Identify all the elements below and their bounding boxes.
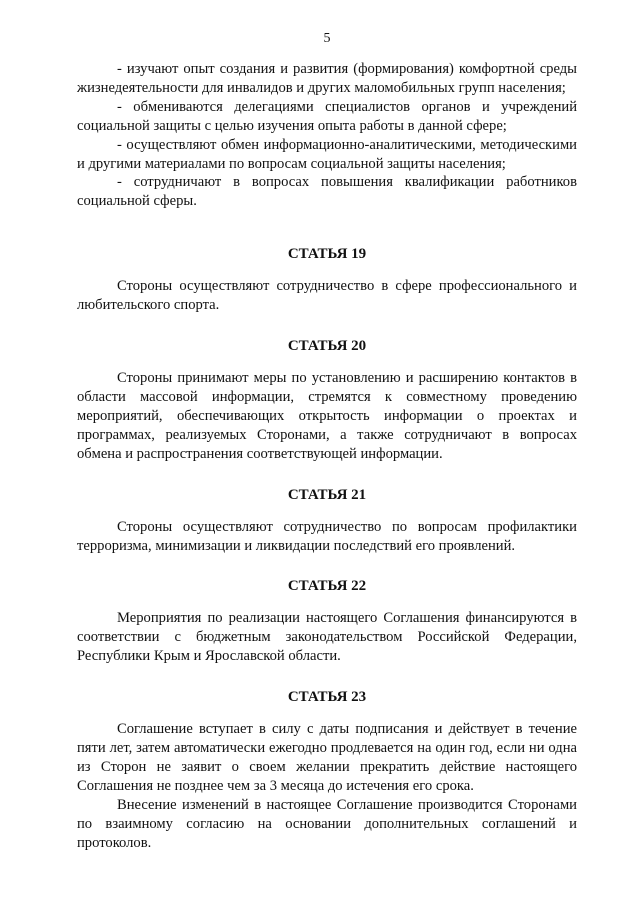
list-item: - обмениваются делегациями специалистов органов и учреждений социальной защиты с целью изучения опыта работы в данной сфере; (77, 98, 577, 134)
article-heading: СТАТЬЯ 21 (287, 486, 367, 503)
list-block (77, 60, 577, 211)
article-20 (77, 337, 577, 464)
page-number: 5 (323, 31, 331, 46)
article-paragraph: Внесение изменений в настоящее Соглашение производится Сторонами по взаимному согласию на основании дополнительных соглашений и протоколов. (77, 796, 577, 851)
article-19 (77, 245, 577, 315)
article-heading: СТАТЬЯ 19 (287, 246, 367, 263)
list-item: - осуществляют обмен информационно-аналитическими, методическими и другими материалами по вопросам социальной защиты населения; (77, 136, 577, 172)
article-21 (77, 486, 577, 556)
article-22 (77, 577, 577, 666)
list-item: - сотрудничают в вопросах повышения квалификации работников социальной сферы. (77, 174, 577, 210)
article-23 (77, 688, 577, 852)
article-paragraph: Стороны принимают меры по установлению и расширению контактов в области массовой информации, стремятся к совместному проведению мероприятий, обеспечивающих открытость информации о проектах и программах, реализуемых Сторонами, а также сотрудничают в вопросах обмена и распространения соответствующей информации. (77, 370, 577, 462)
article-paragraph: Соглашение вступает в силу с даты подписания и действует в течение пяти лет, затем автоматически ежегодно продлевается на один год, если ни одна из Сторон не заявит о своем желании прекратить действие настоящего Соглашения не позднее чем за 3 месяца до истечения его срока. (77, 721, 577, 794)
article-heading: СТАТЬЯ 23 (287, 689, 367, 706)
article-paragraph: Стороны осуществляют сотрудничество в сфере профессионального и любительского спорта. (77, 278, 577, 314)
article-heading: СТАТЬЯ 22 (287, 578, 367, 595)
document-page (77, 30, 577, 852)
article-paragraph: Стороны осуществляют сотрудничество по вопросам профилактики терроризма, минимизации и ликвидации последствий его проявлений. (77, 518, 577, 554)
list-item: - изучают опыт создания и развития (формирования) комфортной среды жизнедеятельности для инвалидов и других маломобильных групп населения; (77, 61, 577, 96)
article-paragraph: Мероприятия по реализации настоящего Соглашения финансируются в соответствии с бюджетным законодательством Российской Федерации, Республики Крым и Ярославской области. (77, 610, 577, 665)
article-heading: СТАТЬЯ 20 (287, 338, 367, 355)
